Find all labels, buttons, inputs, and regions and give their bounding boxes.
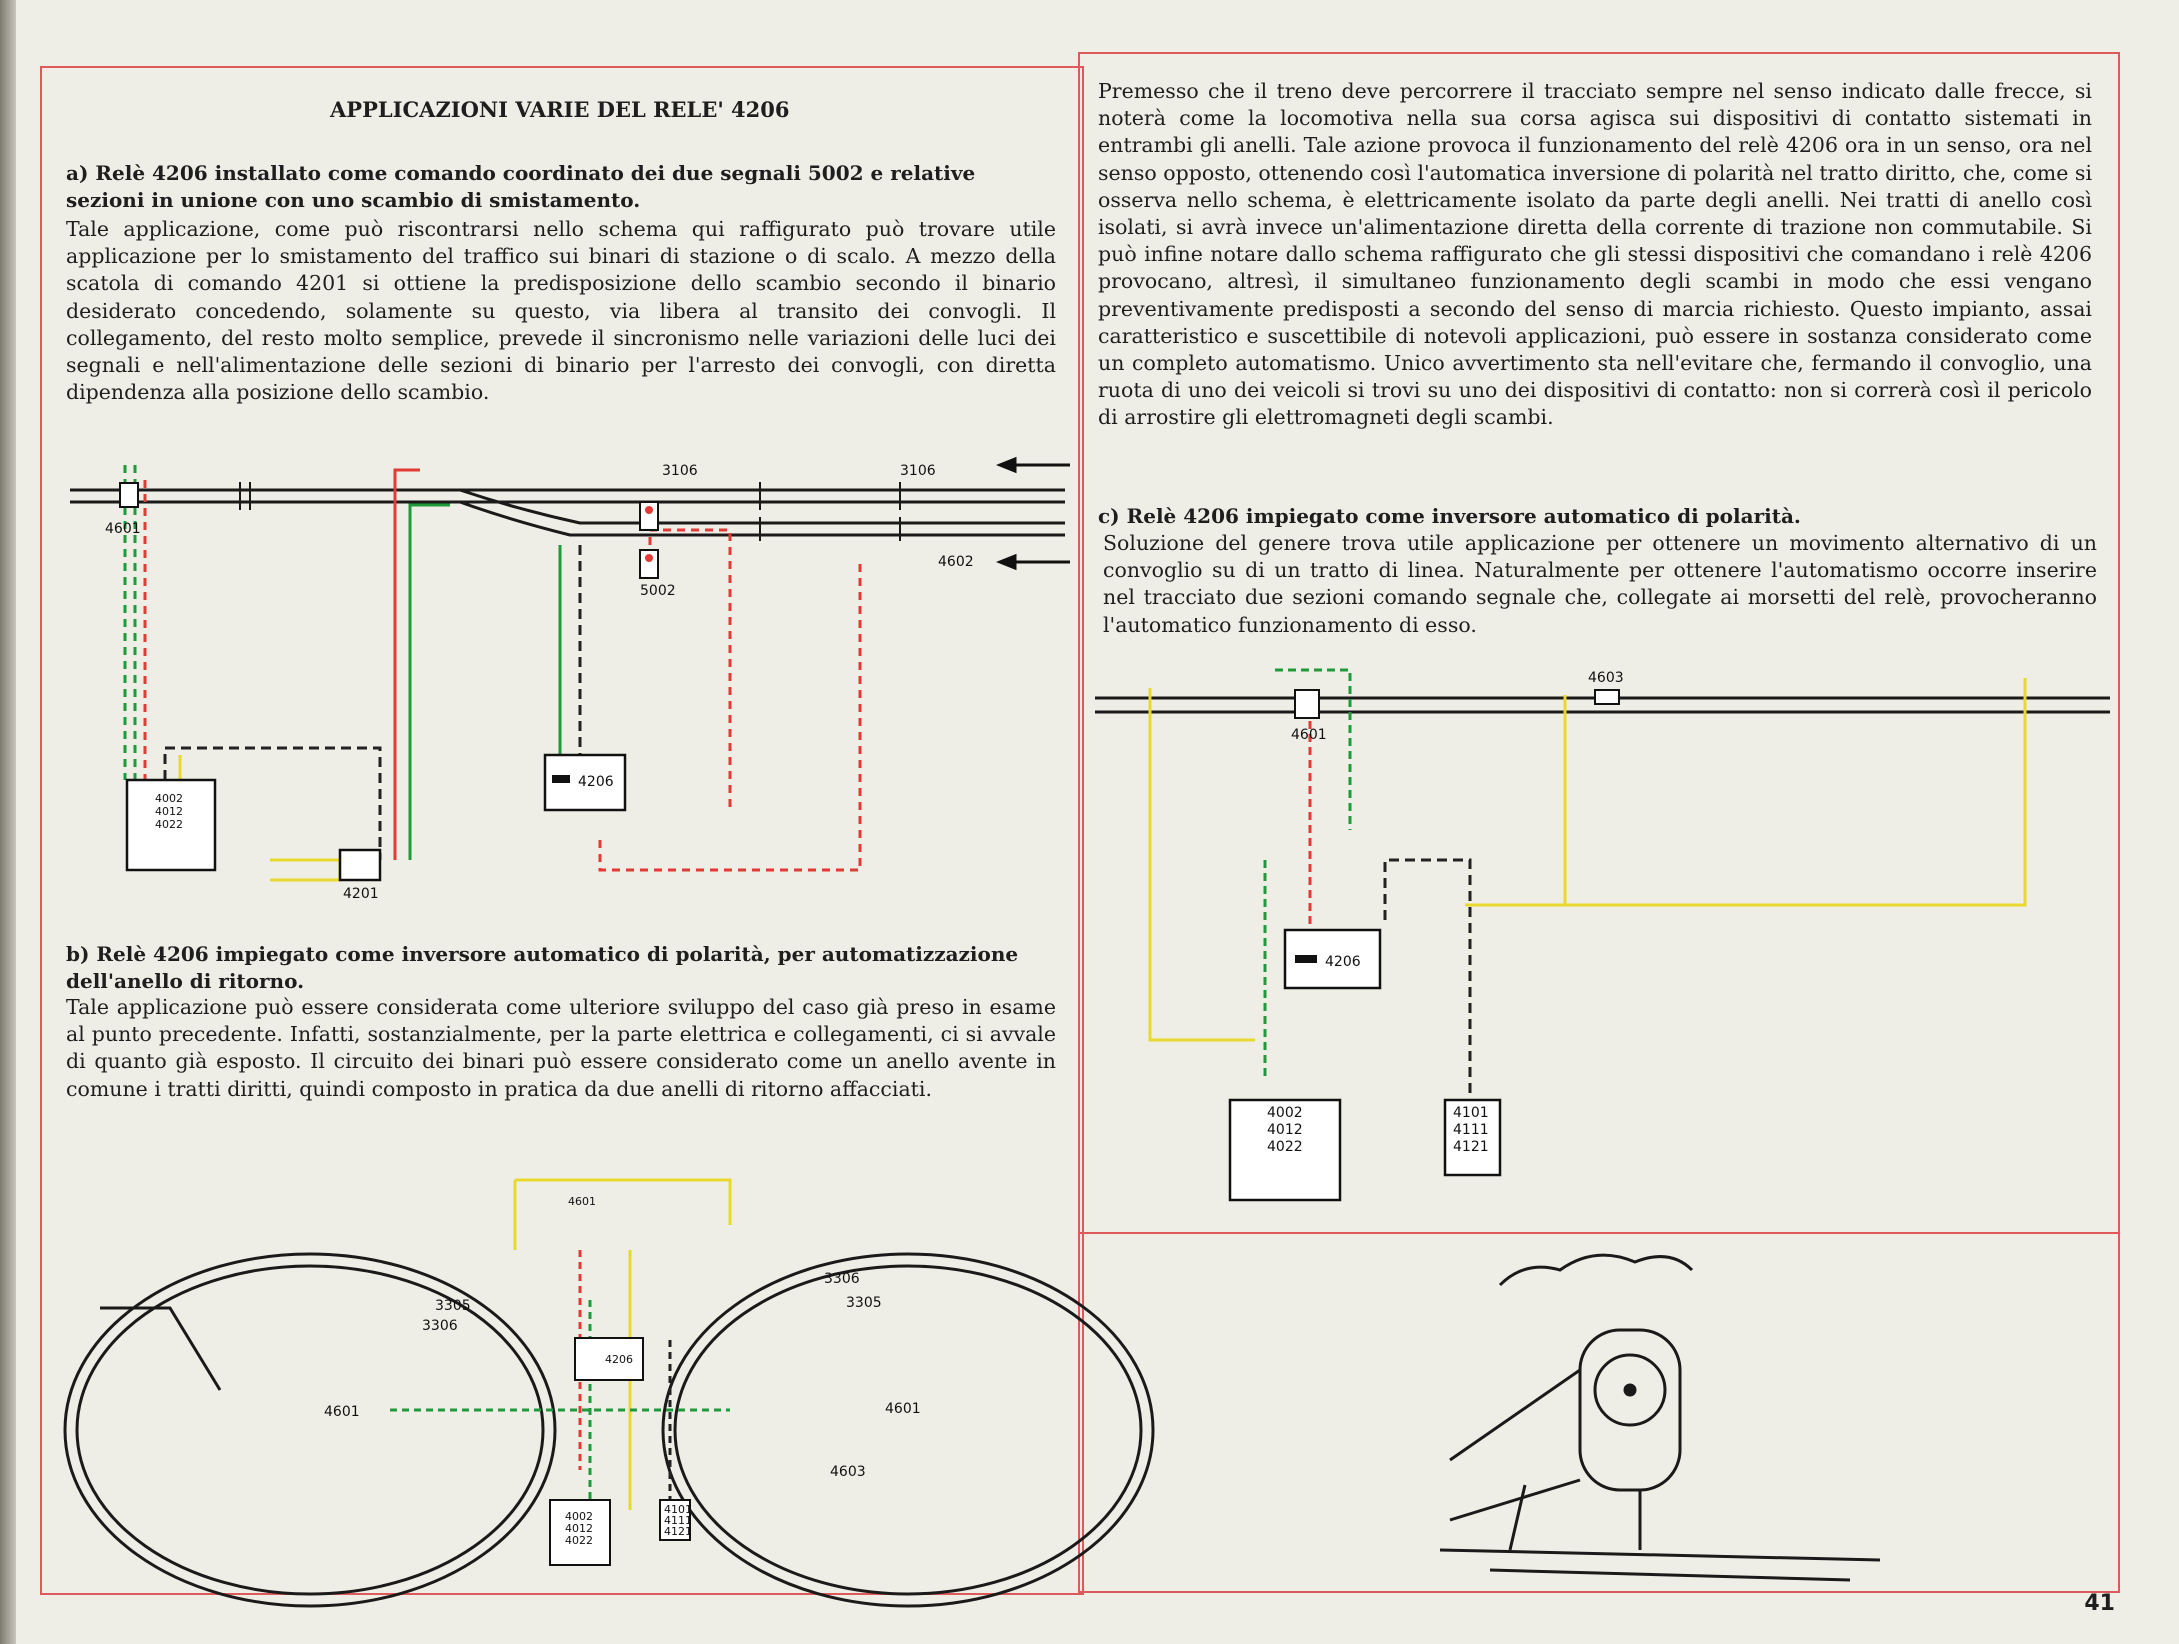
loop-tr-1: 4002	[565, 1510, 593, 1523]
track-contacts	[105, 463, 974, 570]
shuttle-tr-1: 4002	[1267, 1105, 1303, 1121]
shuttle-relay	[1285, 930, 1380, 988]
direction-arrows	[1000, 459, 1070, 568]
loop-box-b	[660, 1500, 692, 1540]
loop-b-2: 4111	[664, 1514, 692, 1527]
loop-contact-mid: 4603	[830, 1464, 866, 1480]
section-a-text: Tale applicazione, come può riscontrarsi nello schema qui raffigurato può trovare utile applicazione per lo smistamento del traffico sui binari di stazione o di scalo. A mezzo della scatola di comando 4201 si ottiene la predisposizione dello scambio secondo il binario desiderato concedendo, solamente su questo, via libera al transito dei convogli. Il collegamento, del resto molto semplice, prevede il sincronismo nelle variazioni delle luci dei segnali e nell'alimentazione delle sezioni di binario per l'arresto dei convogli, con diretta dipendenza alla posizione dello scambio.	[66, 217, 1056, 405]
loop-relay	[575, 1338, 643, 1380]
shuttle-transformer	[1230, 1100, 1340, 1200]
loop-b-1: 4101	[664, 1503, 692, 1516]
right-intro-text: Premesso che il treno deve percorrere il tracciato sempre nel senso indicato dalle frecce, si noterà come la locomotiva nella sua corsa agisca sui dispositivi di contatto sistemati in entrambi gli anelli. Tale azione provoca il funzionamento del relè 4206 ora in un senso, ora nel senso opposto, ottenendo così l'automatica inversione di polarità nel tratto diritto, che, come si osserva nello schema, è elettricamente isolato da parte degli anelli. Nei tratti di anello così isolati, si avrà invece un'alimentazione diretta della corrente di trazione non commutabile. Si può infine notare dallo schema raffigurato che gli stessi dispositivi che comandano i relè 4206 provocano, altresì, il simultaneo funzionamento degli scambi in modo che essi vengano preventivamente predisposti a secondo del senso di marcia richiesto. Questo impianto, assai caratteristico e suscettibile di notevoli applicazioni, può essere in sostanza considerato come un completo automatismo. Unico avvertimento sta nell'evitare che, fermando il convoglio, una ruota di uno dei veicoli si trovi su uno dei dispositivi di contatto: non si correrà così il pericolo di arrostire gli elettromagneti degli scambi.	[1098, 79, 2092, 430]
shuttle-relay-label: 4206	[1325, 954, 1361, 970]
loop-relay-label: 4206	[605, 1353, 633, 1366]
shuttle-tr-3: 4022	[1267, 1139, 1303, 1155]
relay-4206	[545, 755, 625, 810]
transformer-label-3: 4022	[155, 818, 183, 831]
loop-contact-right: 4601	[885, 1401, 921, 1417]
transformer-label-2: 4012	[155, 805, 183, 818]
track-top-1-label: 3106	[662, 463, 698, 479]
loop-tr-2: 4012	[565, 1522, 593, 1535]
track-top-2-label: 3106	[900, 463, 936, 479]
diagram-a-siding-schematic	[40, 440, 1080, 910]
shuttle-b-1: 4101	[1453, 1105, 1489, 1121]
shuttle-tr-2: 4012	[1267, 1122, 1303, 1138]
locomotive-illustration	[1430, 1240, 1890, 1590]
diagram-b-return-loop-schematic	[60, 1160, 1190, 1610]
shuttle-contact-top: 4603	[1588, 670, 1624, 686]
diagram-c-shuttle-schematic	[1085, 660, 2115, 1220]
signal-label: 5002	[640, 583, 676, 599]
transformer-label-1: 4002	[155, 792, 183, 805]
shuttle-contact-mid: 4601	[1291, 727, 1327, 743]
transformer	[127, 780, 215, 870]
contact-left-label: 4601	[105, 521, 141, 537]
loop-contact-left: 4601	[324, 1404, 360, 1420]
section-b-text: Tale applicazione può essere considerata come ulteriore sviluppo del caso già preso in esame al punto precedente. Infatti, sostanzialmente, per la parte elettrica e collegamenti, ci si avvale di quanto già esposto. Il circuito dei binari può essere considerato come un anello avente in comune i tratti diritti, quindi composto in pratica da due anelli di ritorno affacciati.	[66, 995, 1056, 1101]
shuttle-box-b	[1445, 1100, 1500, 1175]
signals-5002	[640, 502, 676, 599]
command-box-label: 4201	[343, 886, 379, 902]
loop-wiring	[390, 1180, 730, 1520]
loop-transformer	[550, 1500, 610, 1565]
relay-label: 4206	[578, 774, 614, 790]
loop-tr-3: 4022	[565, 1534, 593, 1547]
page-title: APPLICAZIONI VARIE DEL RELE' 4206	[330, 97, 790, 122]
loop-b-3: 4121	[664, 1525, 692, 1538]
loop-section-1: 3305	[435, 1298, 471, 1314]
loop-contact-top: 4601	[568, 1195, 596, 1208]
shuttle-wiring	[1150, 670, 2025, 1120]
command-box-4201	[340, 850, 380, 902]
loop-section-3: 3306	[824, 1271, 860, 1287]
page-number: 41	[2084, 1591, 2115, 1616]
section-c-heading: c) Relè 4206 impiegato come inversore automatico di polarità.	[1098, 504, 1801, 528]
track-lines	[70, 490, 1065, 535]
section-a-heading: a) Relè 4206 installato come comando coordinato dei due segnali 5002 e relative sezioni in unione con uno scambio di smistamento.	[66, 161, 976, 212]
loop-section-4: 3305	[846, 1295, 882, 1311]
shuttle-contacts	[1291, 670, 1624, 743]
loop-section-2: 3306	[422, 1318, 458, 1334]
shuttle-b-3: 4121	[1453, 1139, 1489, 1155]
section-c-text: Soluzione del genere trova utile applicazione per ottenere un movimento alternativo di un convoglio su di un tratto di linea. Naturalmente per ottenere l'automatismo occorre inserire nel tracciato due sezioni comando segnale che, collegate ai morsetti del relè, provocheranno l'automatico funzionamento di esso.	[1103, 531, 2097, 637]
signal-wiring	[125, 465, 860, 880]
book-spine	[0, 0, 16, 1644]
shuttle-b-2: 4111	[1453, 1122, 1489, 1138]
contact-right-label: 4602	[938, 554, 974, 570]
section-b-heading: b) Relè 4206 impiegato come inversore automatico di polarità, per automatizzazione dell'anello di ritorno.	[66, 942, 1019, 993]
